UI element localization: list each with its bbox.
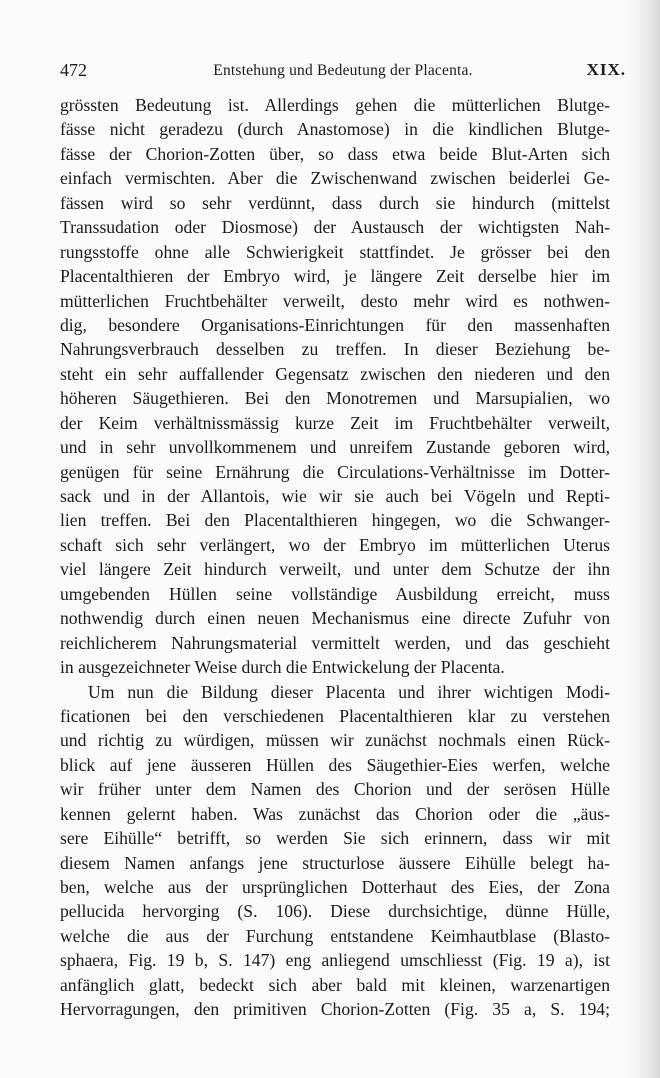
- text-line: sphaera, Fig. 19 b, S. 147) eng anliegend umschliesst (Fig. 19 a), ist: [60, 950, 610, 971]
- text-line: kennen gelernt haben. Was zunächst das Chorion oder die „äus-: [60, 803, 610, 824]
- text-line: Transsudation oder Diosmose) der Austausch der wichtigsten Nah-: [60, 217, 610, 238]
- text-line: ficationen bei den verschiedenen Placentalthieren klar zu verstehen: [60, 705, 610, 726]
- text-line: grössten Bedeutung ist. Allerdings gehen die mütterlichen Blutge-: [60, 95, 610, 115]
- text-line: steht ein sehr auffallender Gegensatz zwischen den niederen und den: [60, 363, 610, 384]
- text-line: rungsstoffe ohne alle Schwierigkeit stattfindet. Je grösser bei den: [60, 241, 610, 262]
- text-line: und richtig zu würdigen, müssen wir zunächst nochmals einen Rück-: [60, 730, 610, 751]
- text-line: pellucida hervorging (S. 106). Diese durchsichtige, dünne Hülle,: [60, 901, 610, 922]
- paragraph-2: [60, 680, 610, 1022]
- text-line: der Keim verhältnissmässig kurze Zeit im Fruchtbehälter verweilt,: [60, 412, 610, 433]
- text-line: fässe nicht geradezu (durch Anastomose) in die kindlichen Blutge-: [60, 119, 610, 140]
- text-line: sack und in der Allantois, wie wir sie auch bei Vögeln und Repti-: [60, 486, 610, 506]
- text-line: lien treffen. Bei den Placentalthieren hingegen, wo die Schwanger-: [60, 510, 610, 531]
- text-line: in ausgezeichneter Weise durch die Entwickelung der Placenta.: [60, 657, 505, 678]
- text-line: schaft sich sehr verlängert, wo der Embryo im mütterlichen Uterus: [60, 534, 610, 555]
- text-line: umgebenden Hüllen seine vollständige Ausbildung erreicht, muss: [60, 583, 610, 604]
- text-line: reichlicherem Nahrungsmaterial vermittelt werden, und das geschieht: [60, 632, 610, 653]
- text-line: höheren Säugethieren. Bei den Monotremen und Marsupialien, wo: [60, 388, 610, 409]
- text-line: einfach vermischten. Aber die Zwischenwand zwischen beiderlei Ge-: [60, 168, 610, 189]
- body-text: [60, 93, 610, 1022]
- text-line: welche die aus der Furchung entstandene Keimhautblase (Blasto-: [60, 925, 610, 946]
- page-number: 472: [60, 60, 87, 80]
- text-line: blick auf jene äusseren Hüllen des Säugethier-Eies werfen, welche: [60, 754, 610, 775]
- text-line: viel längere Zeit hindurch verweilt, und unter dem Schutze der ihn: [60, 559, 610, 580]
- page-edge-shadow: [626, 0, 660, 1078]
- text-line: und in sehr unvollkommenem und unreifem Zustande geboren wird,: [60, 437, 610, 458]
- text-line: dig, besondere Organisations-Einrichtungen für den massenhaften: [60, 314, 610, 335]
- chapter-number: XIX.: [586, 60, 626, 79]
- text-line: anfänglich glatt, bedeckt sich aber bald mit kleinen, warzenartigen: [60, 974, 610, 995]
- text-line: wir früher unter dem Namen des Chorion und der serösen Hülle: [60, 779, 610, 800]
- text-line: fässe der Chorion-Zotten über, so dass etwa beide Blut-Arten sich: [60, 143, 610, 164]
- text-line: genügen für seine Ernährung die Circulations-Verhältnisse im Dotter-: [60, 461, 610, 482]
- text-line: Um nun die Bildung dieser Placenta und ihrer wichtigen Modi-: [88, 681, 610, 702]
- text-line: Hervorragungen, den primitiven Chorion-Zotten (Fig. 35 a, S. 194;: [60, 999, 610, 1020]
- running-title: Entstehung und Bedeutung der Placenta.: [213, 62, 473, 79]
- text-line: diesem Namen anfangs jene structurlose äussere Eihülle belegt ha-: [60, 852, 610, 873]
- text-line: Placentalthieren der Embryo wird, je längere Zeit derselbe hier im: [60, 266, 610, 287]
- running-header: [60, 60, 626, 86]
- text-line: nothwendig durch einen neuen Mechanismus eine directe Zufuhr von: [60, 608, 610, 629]
- text-line: ben, welche aus der ursprünglichen Dotterhaut des Eies, der Zona: [60, 877, 610, 897]
- text-line: mütterlichen Fruchtbehälter verweilt, desto mehr wird es nothwen-: [60, 290, 610, 311]
- text-line: sere Eihülle“ betrifft, so werden Sie sich erinnern, dass wir mit: [60, 828, 610, 849]
- text-line: fässen wird so sehr verdünnt, dass durch sie hindurch (mittelst: [60, 192, 610, 213]
- paragraph-1: [60, 93, 610, 680]
- text-line: Nahrungsverbrauch desselben zu treffen. In dieser Beziehung be-: [60, 339, 610, 360]
